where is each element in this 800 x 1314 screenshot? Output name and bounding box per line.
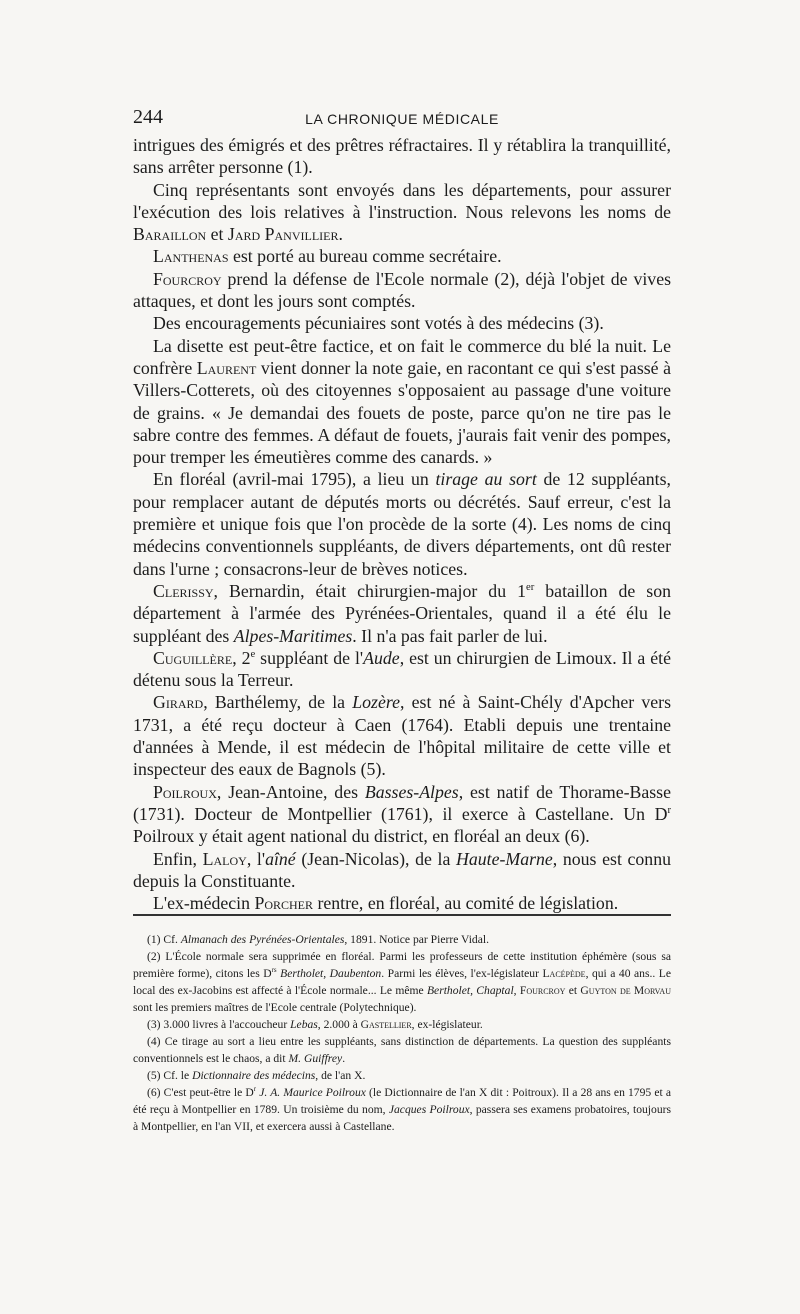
text-run: , nous est connu depuis la Constituante. [133,848,671,891]
footnote-divider [133,914,671,916]
text-run: , qui a 40 ans.. Le local des ex-Jacobins est affecté à l'École normale... Le même [133,967,671,997]
text-run: (6) C'est peut-être le D [147,1086,254,1099]
text-run: . Il n'a pas fait parler de lui. [352,625,548,646]
paragraph [133,179,671,246]
italic-text: Bertholet, Chaptal [426,984,514,997]
text-run: , ex-législateur. [411,1018,483,1031]
text-run: , est natif de Thorame-Basse (1731). Docteur de Montpellier (1761), il exerce à Castellane. Un D [133,781,671,824]
text-run: , l' [246,848,266,869]
text-run: (3) 3.000 livres à l'accoucheur [147,1018,291,1031]
person-name: Porcher [254,893,314,914]
text-run: est porté au bureau comme secrétaire. [228,246,502,267]
text-run: , Barthélemy, de la [203,692,353,713]
text-run: (le Dictionnaire de l'an X dit : Poitroux). Il a 28 ans en 1795 et a été reçu à Montpellier en 1789. Un troisième du nom, [133,1086,672,1116]
paragraph [133,468,671,579]
person-name: Gastellier [360,1018,412,1031]
paragraph [133,134,671,179]
text-run: , 2.000 à [317,1018,361,1031]
text-run: . [342,1052,346,1065]
person-name: Fourcroy [153,268,222,289]
italic-text: Aude [363,647,400,668]
text-run: (4) Ce tirage au sort a lieu entre les suppléants, sans distinction de départements. La question des suppléants conventionnels est le chaos, a dit [133,1035,671,1065]
text-run: , est né à Saint-Chély d'Apcher vers 1731, a été reçu docteur à Caen (1764). Etabli depuis une trentaine d'années à Mende, il est médecin de l'hôpital militaire de cette ville et inspecteur des eaux de Bagnols (5). [133,692,671,780]
italic-text: Lebas [290,1018,318,1031]
superscript: rs [271,966,277,975]
person-name: Cuguillère [153,647,233,668]
text-run: , de l'an X. [315,1069,366,1082]
italic-text: M. Guiffrey [288,1052,343,1065]
footnote [133,931,671,948]
text-run: rentre, en floréal, au comité de législation. [313,893,619,914]
text-run: intrigues des émigrés et des prêtres réfractaires. Il y rétablira la tranquillité, sans arrêter personne (1). [133,135,671,178]
person-name: Fourcroy [519,984,566,997]
text-run: En floréal (avril-mai 1795), a lieu un [153,469,436,490]
italic-text: Jacques Poilroux [388,1103,470,1116]
paragraph [133,335,671,469]
page-number: 244 [133,106,163,128]
text-run: suppléant de l' [255,647,364,668]
paragraph [133,245,671,267]
text-run: de 12 suppléants, pour remplacer autant de députés morts ou décrétés. Sauf erreur, c'est la première et unique fois que l'on procède de la sorte (4). Les noms de cinq médecins conventionnels suppléants, de divers départements, ont dû rester dans l'urne ; consacrons-leur de brèves notices. [133,469,671,579]
italic-text: Alpes-Maritimes [233,625,353,646]
text-run: et [565,984,581,997]
person-name: Lanthenas [153,246,229,267]
italic-text: Haute-Marne [456,848,553,869]
superscript: r [253,1085,257,1094]
text-run: , 2 [232,647,251,668]
body-text [133,134,671,914]
footnote [133,1084,671,1135]
footnote [133,948,671,1016]
running-title: LA CHRONIQUE MÉDICALE [305,111,499,127]
italic-text: Lozère [352,692,400,713]
italic-text: J. A. Maurice Poilroux [259,1086,366,1099]
text-run: . [338,224,343,245]
paragraph [133,580,671,647]
page-header [133,106,671,134]
text-run: , [513,984,520,997]
text-run: , Jean-Antoine, des [216,781,365,802]
italic-text: tirage au sort [435,469,537,490]
paragraph [133,892,671,914]
footnotes [133,931,671,1135]
text-run: vient donner la note gaie, en racontant ce qui s'est passé à Villers-Cotterets, où des citoyennes s'opposaient au passage d'une voiture de grains. « Je demandai des fouets de poste, parce qu'on ne tire pas le sabre contre des femmes. A défaut de fouets, j'aurais fait venir des pompes, pour tremper les émeutières comme des canards. » [133,357,671,468]
text-run: , Bernardin, était chirurgien-major du 1 [213,580,526,601]
text-run: L'ex-médecin [153,893,255,914]
person-name: Guyton de Morvau [580,984,671,997]
text-run: . Parmi les élèves, l'ex-législateur [381,967,543,980]
text-run: (5) Cf. le [147,1069,193,1082]
text-run: La disette est peut-être factice, et on fait le commerce du blé la nuit. Le confrère [133,335,671,378]
paragraph [133,268,671,313]
paragraph [133,848,671,893]
superscript: er [526,581,535,594]
person-name: Baraillon [133,224,207,245]
text-run: prend la défense de l'Ecole normale (2), déjà l'objet de vives attaques, et dont les jours sont comptés. [133,268,671,312]
text-run: (2) L'École normale sera supprimée en floréal. Parmi les professeurs de cette institution éphémère (sous sa première forme), citons les D [133,950,671,980]
text-run: Enfin, [153,848,203,869]
paragraph [133,647,671,692]
italic-text: Basses-Alpes [364,781,459,802]
footnote [133,1016,671,1033]
italic-text: Almanach des Pyrénées-Orientales [180,933,345,946]
text-run: , est un chirurgien de Limoux. Il a été détenu sous la Terreur. [133,647,671,691]
text-run: , 1891. Notice par Pierre Vidal. [344,933,489,946]
person-name: Clerissy [153,580,214,601]
text-run: Des encouragements pécuniaires sont votés à des médecins (3). [153,313,604,334]
paragraph [133,781,671,848]
paragraph [133,691,671,780]
text-run: (1) Cf. [147,933,181,946]
paragraph [133,312,671,334]
superscript: r [667,803,671,816]
text-run: , passera ses examens probatoires, toujours à Montpellier, en l'an VII, et exercera aussi à Castellane. [133,1103,671,1133]
text-run: sont les premiers maîtres de l'Ecole centrale (Polytechnique). [133,1001,417,1014]
text-run: (Jean-Nicolas), de la [295,848,457,869]
text-run: bataillon de son département à l'armée des Pyrénées-Orientales, quand il a été élu le suppléant des [133,580,671,646]
italic-text: aîné [265,848,296,869]
italic-text: Dictionnaire des médecins [192,1069,316,1082]
person-name: Lacépède [542,967,586,980]
footnote [133,1067,671,1084]
text-run: Poilroux y était agent national du district, en floréal an deux (6). [133,826,590,847]
text-run: et [206,224,228,245]
person-name: Jard Panvillier [227,224,339,245]
person-name: Laurent [196,357,257,378]
person-name: Girard [153,692,204,713]
person-name: Laloy [202,848,247,869]
footnote [133,1033,671,1067]
italic-text: Bertholet, Daubenton [280,967,382,980]
superscript: e [250,647,256,660]
text-run: Cinq représentants sont envoyés dans les départements, pour assurer l'exécution des lois relatives à l'instruction. Nous relevons les noms de [133,179,671,222]
person-name: Poilroux [153,781,217,802]
